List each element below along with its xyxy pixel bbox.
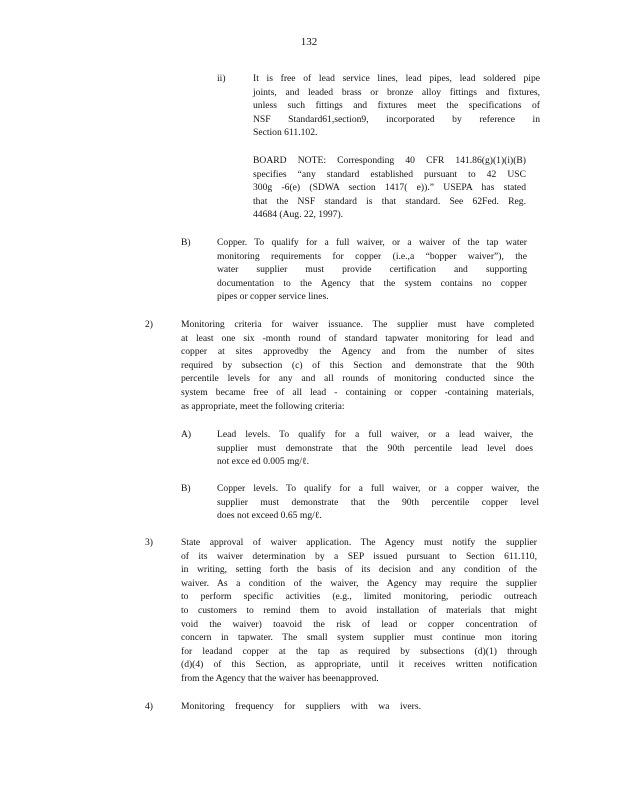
text-line: of its waiver determination by a SEP issued pursuant to Section 611.110,: [181, 550, 537, 562]
text-line: Lead levels. To qualify for a full waiver, or a lead waiver, the: [217, 429, 533, 440]
paragraph-2: [181, 318, 534, 413]
text-line: documentation to the Agency that the system contains no copper: [217, 277, 527, 289]
paragraph-lead-levels: [217, 428, 533, 469]
text-line: copper at sites approvedby the Agency and from the number of sites: [181, 346, 534, 358]
text-line: State approval of waiver application. The Agency must notify the supplier: [181, 537, 537, 548]
text-line: as appropriate, meet the following criteria:: [181, 400, 345, 412]
text-line: BOARD NOTE: Corresponding 40 CFR 141.86(g)(1)(i)(B): [253, 155, 526, 166]
text-line: required by subsection (c) of this Section and demonstrate that the 90th: [181, 359, 534, 371]
text-line: to customers to remind them to avoid installation of materials that might: [181, 604, 537, 616]
item-label-3: 3): [145, 537, 153, 548]
text-line: waiver. As a condition of the waiver, the Agency may require the supplier: [181, 577, 537, 589]
paragraph-3: [181, 536, 537, 686]
item-label-b-copper: B): [181, 237, 191, 248]
text-line: unless such fittings and fixtures meet the specifications of: [253, 100, 540, 112]
item-label-b-copper-levels: B): [181, 483, 191, 494]
text-line: supplier must demonstrate that the 90th percentile copper level: [217, 496, 539, 508]
item-label-a-lead: A): [181, 429, 192, 440]
paragraph-copper-levels: [217, 482, 539, 523]
text-line: system became free of all lead - containing or copper -containing materials,: [181, 386, 534, 398]
text-line: specifies “any standard established pursuant to 42 USC: [253, 168, 526, 180]
text-line: void the waiver) toavoid the risk of lead or copper concentration of: [181, 618, 537, 630]
text-line: at least one six -month round of standard tapwater monitoring for lead and: [181, 332, 534, 344]
text-line: for leadand copper at the tap as required by subsections (d)(1) through: [181, 645, 537, 657]
text-line: does not exceed 0.65 mg/ℓ.: [217, 510, 322, 522]
text-line: 300g -6(e) (SDWA section 1417( e)).” USEPA has stated: [253, 182, 526, 194]
text-line: percentile levels for any and all rounds of monitoring conducted since the: [181, 373, 534, 385]
paragraph-copper: [217, 236, 527, 304]
text-line: NSF Standard61,section9, incorporated by reference in: [253, 113, 540, 125]
text-line: that the NSF standard is that standard. See 62Fed. Reg.: [253, 195, 526, 207]
text-line: 44684 (Aug. 22, 1997).: [253, 209, 344, 221]
text-line: in writing, setting forth the basis of its decision and any condition of the: [181, 564, 537, 576]
paragraph-4: [181, 700, 421, 714]
item-label-2: 2): [145, 319, 153, 330]
text-line: (d)(4) of this Section, as appropriate, until it receives written notification: [181, 659, 537, 671]
text-line: concern in tapwater. The small system supplier must continue mon itoring: [181, 632, 537, 644]
text-line: joints, and leaded brass or bronze alloy fittings and fixtures,: [253, 86, 540, 98]
text-line: not exce ed 0.005 mg/ℓ.: [217, 456, 309, 468]
text-line: from the Agency that the waiver has beenapproved.: [181, 672, 379, 684]
paragraph-ii: [253, 72, 540, 140]
page-number: 132: [300, 36, 318, 48]
text-line: monitoring requirements for copper (i.e.,a “bopper waiver”), the: [217, 250, 527, 262]
text-line: supplier must demonstrate that the 90th percentile lead level does: [217, 442, 533, 454]
text-line: Copper. To qualify for a full waiver, or a waiver of the tap water: [217, 237, 527, 248]
text-line: pipes or copper service lines.: [217, 291, 329, 303]
text-line: Section 611.102.: [253, 127, 318, 139]
text-line: Copper levels. To qualify for a full waiver, or a copper waiver, the: [217, 483, 539, 494]
board-note: [253, 154, 526, 222]
text-line: Monitoring criteria for waiver issuance. The supplier must have completed: [181, 319, 534, 330]
item-label-4: 4): [145, 701, 153, 712]
text-line: It is free of lead service lines, lead pipes, lead soldered pipe: [253, 73, 540, 84]
text-line: to perform specific activities (e.g., limited monitoring, periodic outreach: [181, 591, 537, 603]
text-line: Monitoring frequency for suppliers with wa ivers.: [181, 701, 421, 712]
item-label-ii: ii): [217, 73, 226, 84]
text-line: water supplier must provide certification and supporting: [217, 264, 527, 276]
